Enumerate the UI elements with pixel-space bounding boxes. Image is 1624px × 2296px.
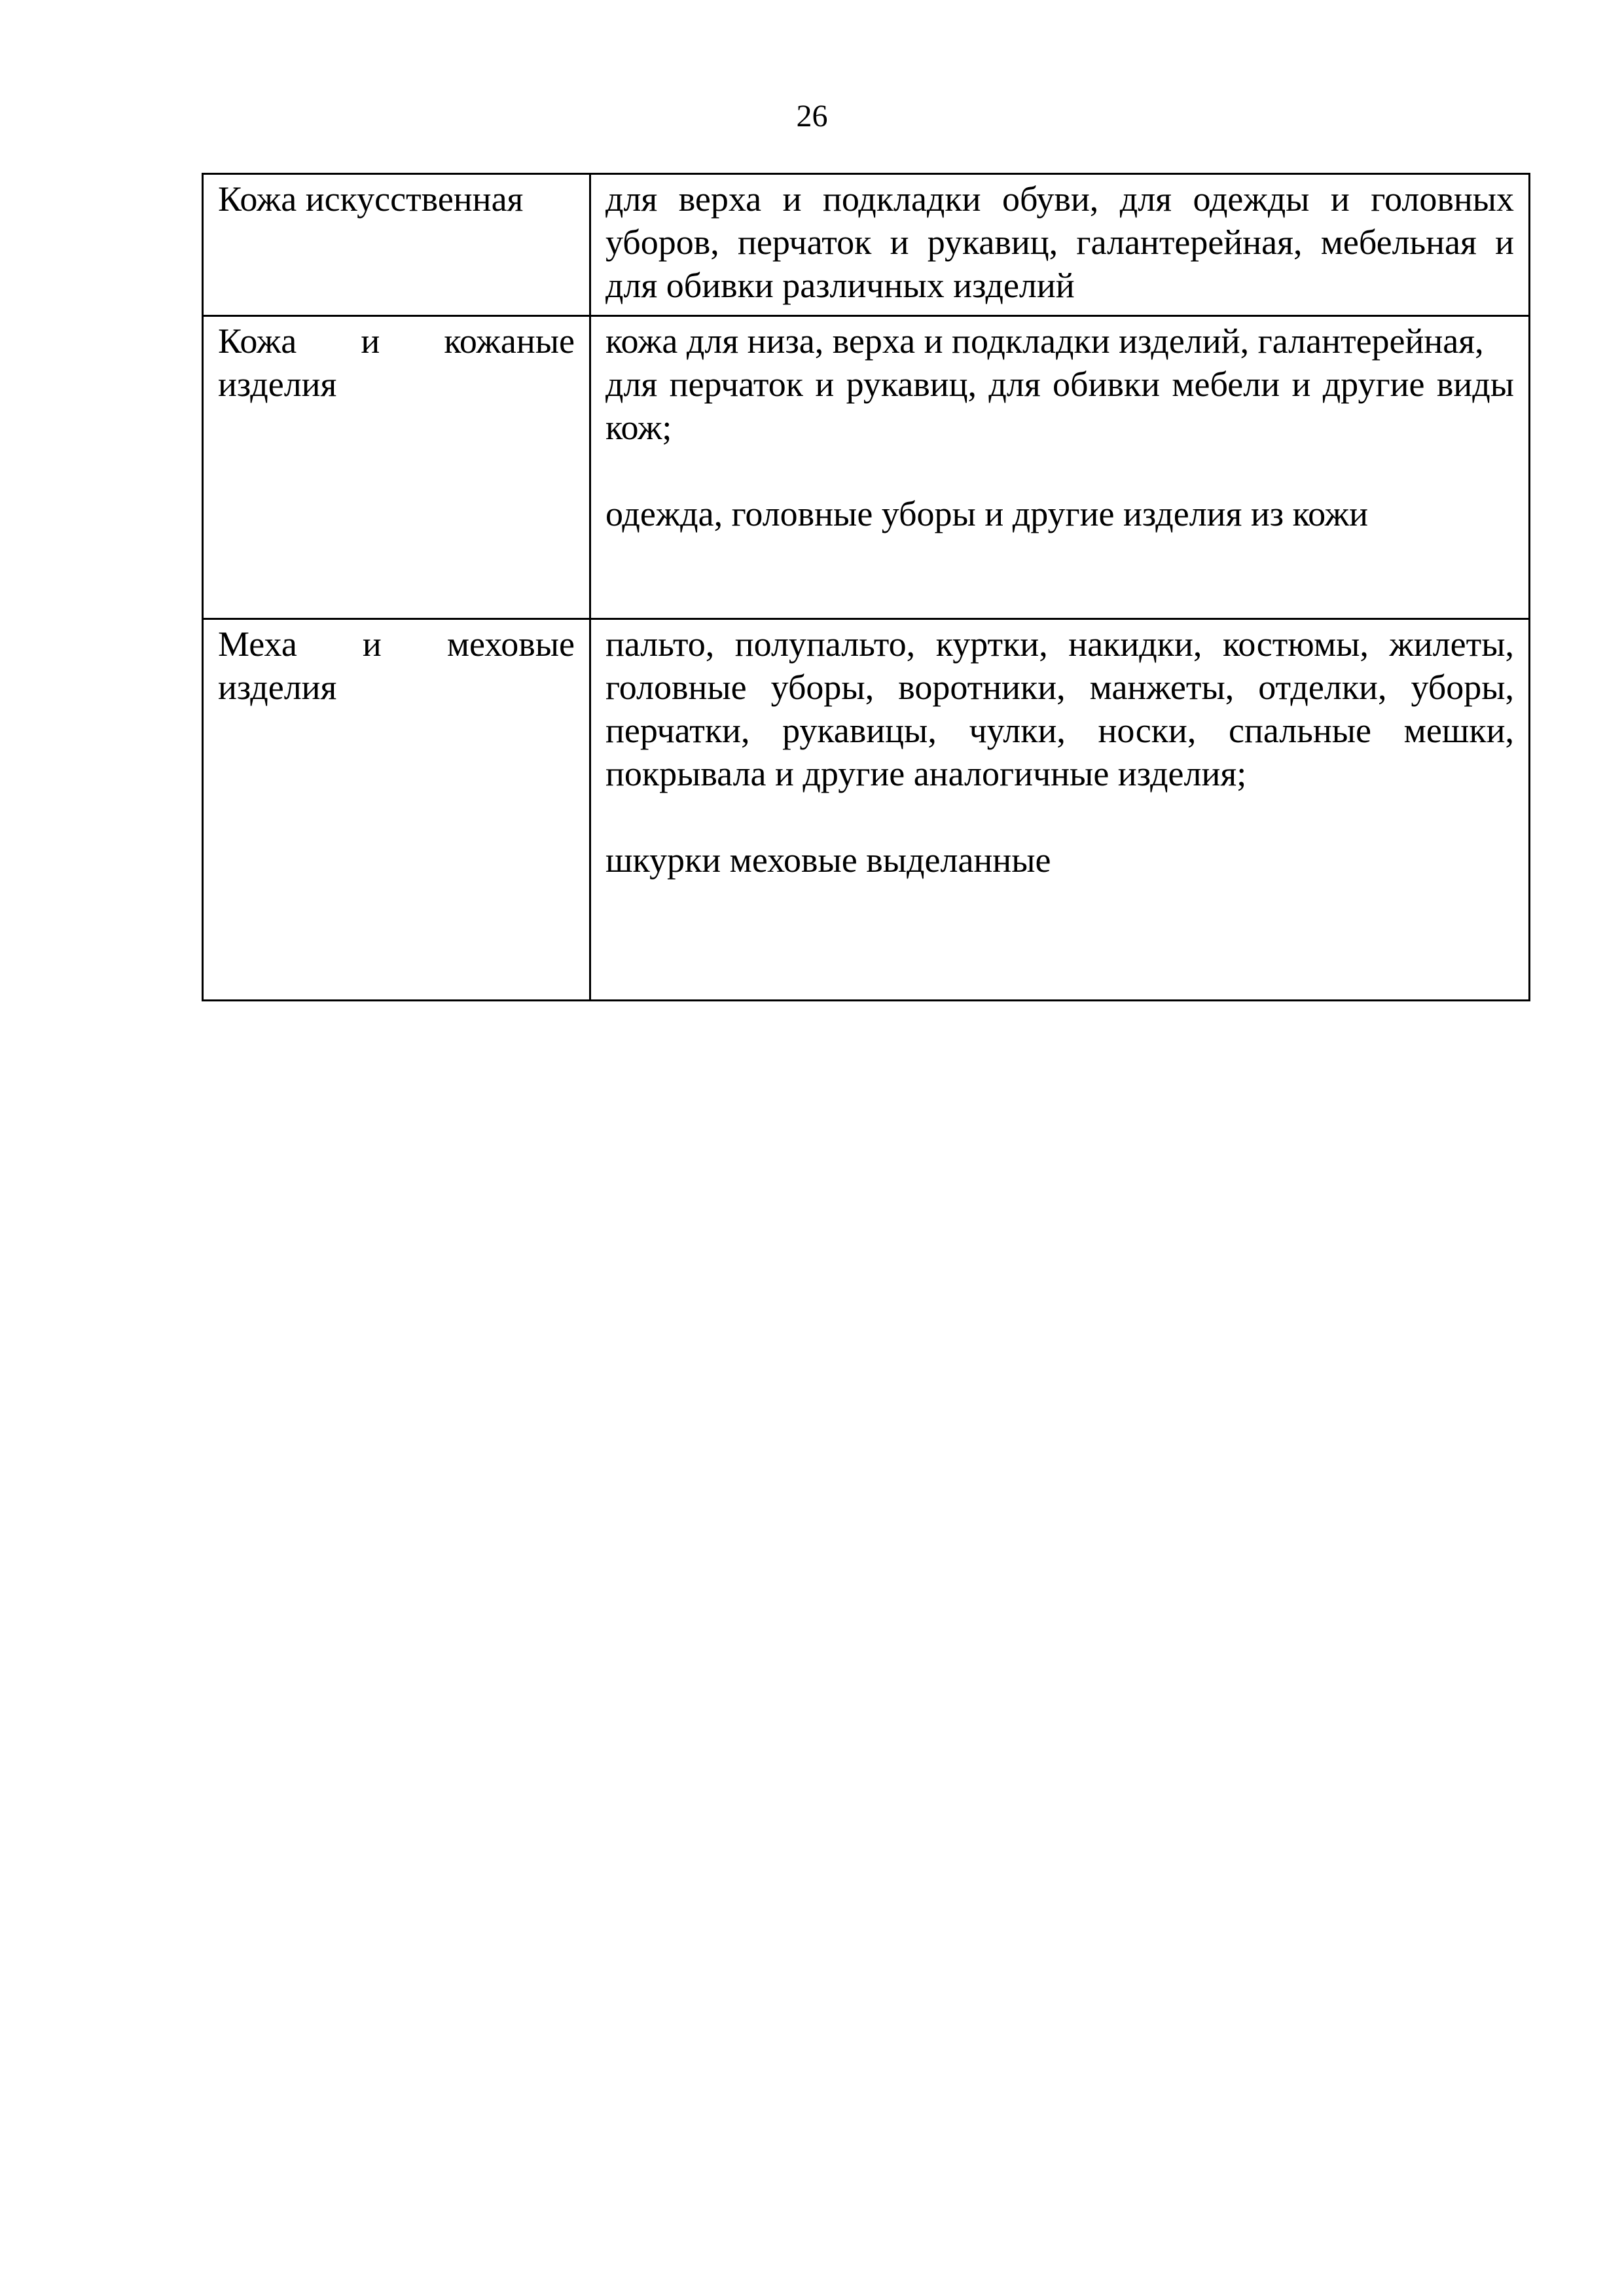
category-name: Кожа и кожаные изделия xyxy=(218,321,575,404)
paragraph-gap xyxy=(605,449,1514,492)
paragraph-gap xyxy=(605,795,1514,838)
description-paragraph: одежда, головные уборы и другие изделия из кожи xyxy=(605,494,1368,533)
category-name: Кожа искусственная xyxy=(218,179,524,219)
description-cell xyxy=(590,316,1529,619)
table-row xyxy=(203,316,1530,619)
category-cell xyxy=(203,316,590,619)
description-paragraph: для верха и подкладки обуви, для одежды и головных уборов, перчаток и рукавиц, галантерейная, мебельная и для обивки различных изделий xyxy=(605,179,1514,305)
page-number: 26 xyxy=(796,99,828,134)
category-cell xyxy=(203,619,590,1001)
description-paragraph: шкурки меховые выделанные xyxy=(605,840,1051,880)
description-cell xyxy=(590,174,1529,316)
description-paragraph: для перчаток и рукавиц, для обивки мебели и другие виды кож; xyxy=(605,365,1514,447)
table-row xyxy=(203,619,1530,1001)
category-name: Меха и меховые изделия xyxy=(218,624,575,707)
table-row xyxy=(203,174,1530,316)
description-paragraph: кожа для низа, верха и подкладки изделий, галантерейная, xyxy=(605,321,1484,361)
description-cell xyxy=(590,619,1529,1001)
category-cell xyxy=(203,174,590,316)
description-paragraph: пальто, полупальто, куртки, накидки, костюмы, жилеты, головные уборы, воротники, манжеты, отделки, уборы, перчатки, рукавицы, чулки, носки, спальные мешки, покрывала и другие аналогичные изделия; xyxy=(605,624,1514,793)
goods-table xyxy=(202,173,1530,1001)
